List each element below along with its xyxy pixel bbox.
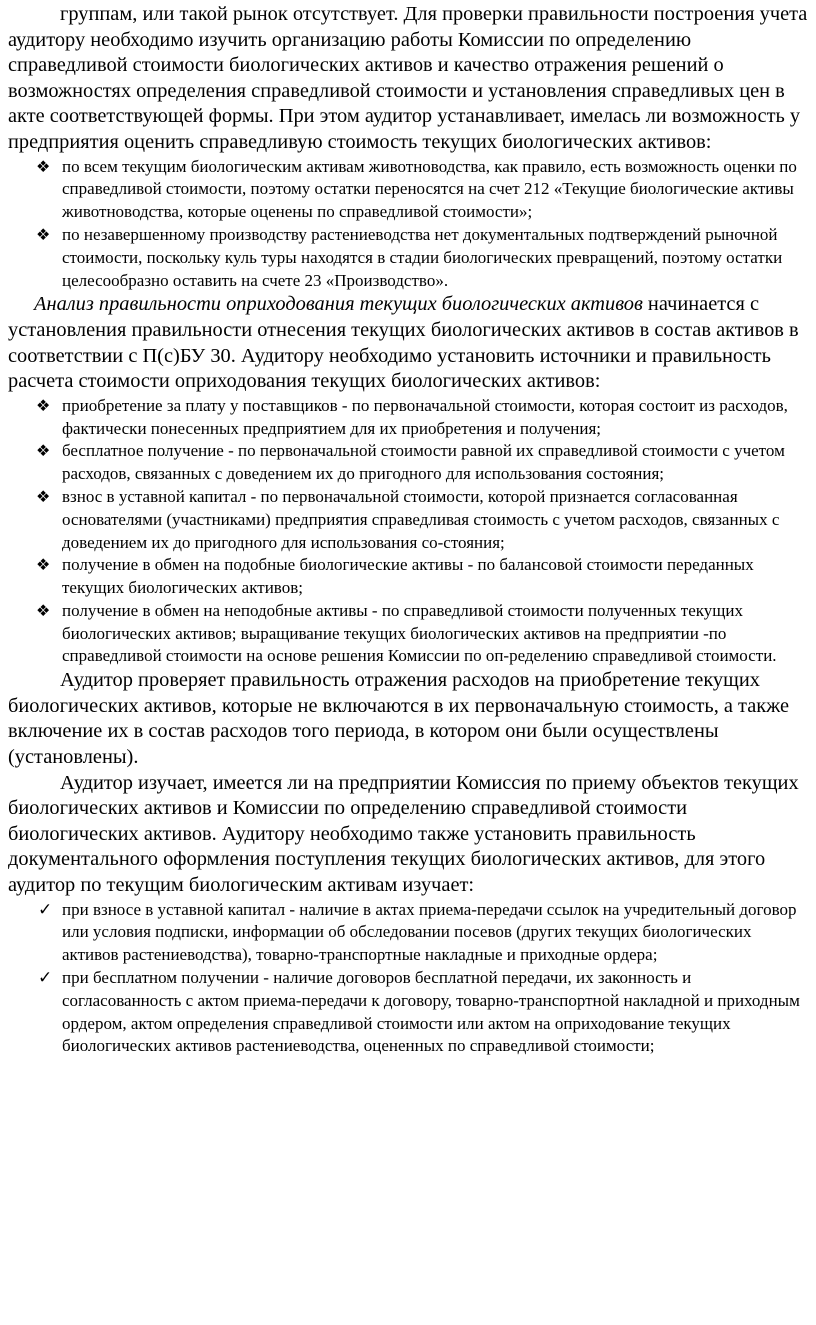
diamond-bullet-icon: ❖ — [36, 600, 51, 620]
diamond-bullet-icon: ❖ — [36, 441, 51, 461]
list-item-text: бесплатное получение - по первоначальной стоимости равной их справедливой стоимости с учетом расходов, связанных с доведением их до пригодного для использования состояния; — [62, 441, 785, 484]
list-item — [8, 600, 812, 668]
list-item — [8, 899, 812, 967]
list-item — [8, 395, 812, 441]
diamond-bullet-icon: ❖ — [36, 156, 51, 176]
list-item — [8, 224, 812, 292]
list-item-text: по всем текущим биологическим активам животноводства, как правило, есть возможность оценки по справедливой стоимости, поэтому остатки переносятся на счет 212 «Текущие биологические активы животноводства, которые оценены по справедливой стоимости»; — [62, 156, 797, 222]
list-item — [8, 440, 812, 486]
receipt-methods-list — [8, 395, 812, 669]
documents-check-list — [8, 899, 812, 1059]
paragraph-analysis — [8, 292, 812, 394]
analysis-heading-italic: Анализ правильности оприходования текущих биологических активов — [34, 293, 643, 316]
list-item — [8, 967, 812, 1058]
list-item-text: при бесплатном получении - наличие договоров бесплатной передачи, их законность и согласованность с актом приема-передачи к договору, товарно-транспортной накладной и приходным ордером, актом определения справедливой стоимости или актом на оприходование текущих биологических активов растениеводства, оцененных по справедливой стоимости; — [62, 968, 800, 1056]
analysis-text: начинается с установления правильности отнесения текущих биологических активов в состав активов в соответствии с П(с)БУ 30. Аудитору необходимо установить источники и правильность расчета стоимости оприходования текущих биологических активов: — [8, 293, 799, 393]
list-item-text: взнос в уставной капитал - по первоначальной стоимости, которой признается согласованная основателями (участниками) предприятия справедливая стоимость с учетом расходов, связанных с доведением их до пригодного для использования со-стояния; — [62, 486, 780, 552]
list-item — [8, 554, 812, 600]
check-icon: ✓ — [38, 899, 53, 920]
fair-value-list — [8, 156, 812, 293]
list-item-text: по незавершенному производству растениеводства нет документальных подтверждений рыночной стоимости, поскольку куль туры находятся в стадии биологических превращений, поэтому остатки целесообразно оставить на счете 23 «Производство». — [62, 224, 783, 290]
list-item — [8, 156, 812, 224]
list-item-text: приобретение за плату у поставщиков - по первоначальной стоимости, которая состоит из расходов, фактически понесенных предприятием для их приобретения и получения; — [62, 395, 788, 438]
list-item-text: получение в обмен на подобные биологические активы - по балансовой стоимости переданных текущих биологических активов; — [62, 555, 754, 598]
list-item — [8, 486, 812, 554]
check-icon: ✓ — [38, 968, 53, 989]
diamond-bullet-icon: ❖ — [36, 395, 51, 415]
diamond-bullet-icon: ❖ — [36, 486, 51, 506]
diamond-bullet-icon: ❖ — [36, 224, 51, 244]
paragraph-intro: группам, или такой рынок отсутствует. Для проверки правильности построения учета аудитору необходимо изучить организацию работы Комиссии по определению справедливой стоимости биологических активов и качество отражения решений о возможностях определения справедливой стоимости и установления справедливых цен в акте соответствующей формы. При этом аудитор устанавливает, имелась ли возможность у предприятия оценить справедливую стоимость текущих биологических активов: — [8, 3, 808, 153]
list-item-text: при взносе в уставной капитал - наличие в актах приема-передачи ссылок на учредительный договор или условия подписки, информации об обследовании посевов (других текущих биологических активов растениеводства), товарно-транспортные накладные и приходные ордера; — [62, 899, 797, 965]
paragraph-expenses: Аудитор проверяет правильность отражения расходов на приобретение текущих биологических активов, которые не включаются в их первоначальную стоимость, а также включение их в состав расходов того периода, в котором они были осуществлены (установлены). — [8, 669, 790, 769]
diamond-bullet-icon: ❖ — [36, 555, 51, 575]
list-item-text: получение в обмен на неподобные активы - по справедливой стоимости полученных текущих биологических активов; выращивание текущих биологических активов на предприятии -по справедливой стоимости на основе решения Комиссии по оп-ределению справедливой стоимости. — [62, 600, 777, 666]
paragraph-commission: Аудитор изучает, имеется ли на предприятии Комиссия по приему объектов текущих биологических активов и Комиссии по определению справедливой стоимости биологических активов. Аудитору необходимо также установить правильность документального оформления поступления текущих биологических активов, для этого аудитор по текущим биологическим активам изучает: — [8, 771, 799, 897]
